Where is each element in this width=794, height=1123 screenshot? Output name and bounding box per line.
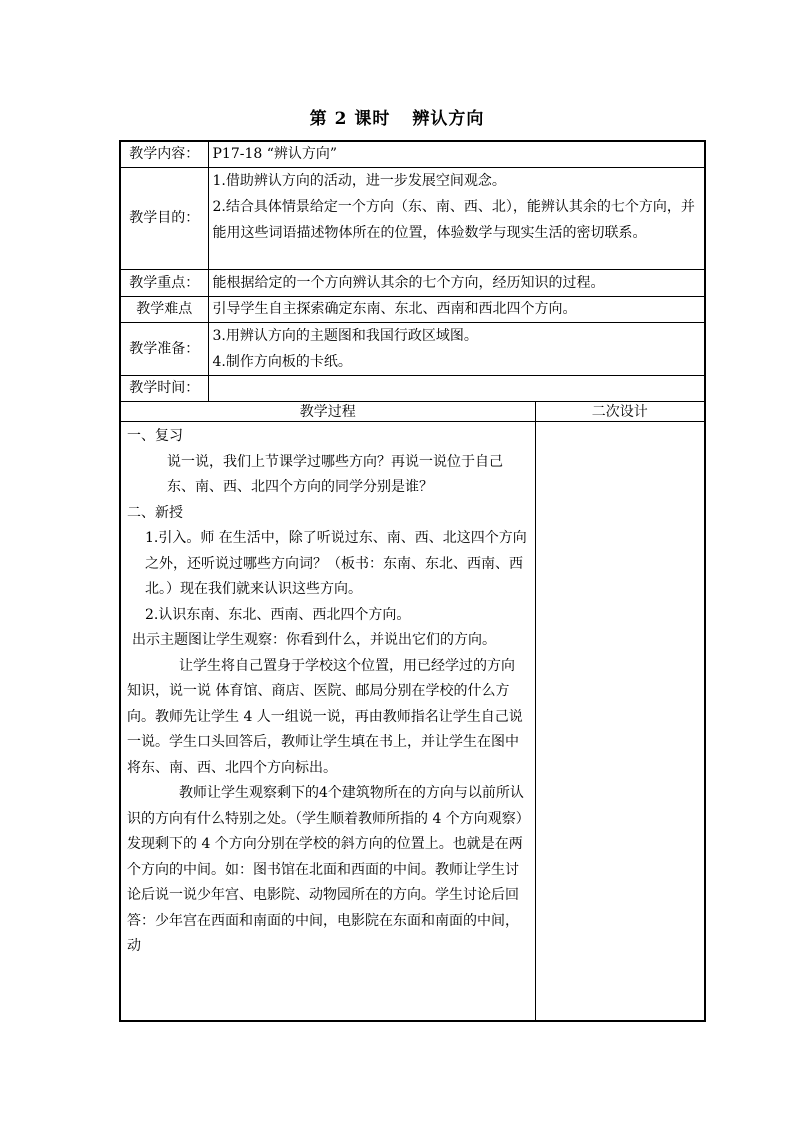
prep-item-2: 4.制作方向板的卡纸。: [212, 354, 352, 370]
row-difficulty: [120, 297, 705, 323]
row-goals: [120, 168, 705, 270]
prep-value: [208, 323, 705, 376]
goal-item-2: 2.结合具体情景给定一个方向（东、南、西、北），能辨认其余的七个方向，并能用这些词语描述物体所在的位置，体验数学与现实生活的密切联系。: [212, 199, 695, 241]
time-label: 教学时间：: [120, 376, 208, 402]
difficulty-label: 教学难点: [120, 297, 208, 323]
show-theme-map: 出示主题图让学生观察：你看到什么，并说出它们的方向。: [132, 632, 496, 648]
row-content: [120, 141, 705, 168]
row-process: [120, 422, 705, 1021]
lesson-number: 第 2 课时: [309, 109, 391, 129]
paragraph-1: 让学生将自己置身于学校这个位置，用已经学过的方向知识，说一说 体育馆、商店、医院、邮局分别在学校的什么方向。教师先让学生 4 人一组说一说，再由教师指名让学生自己说一说。学生口头回答后，教师让学生填在书上，并让学生在图中将东、南、西、北四个方向标出。: [127, 657, 523, 776]
review-heading: 一、复习: [127, 428, 183, 444]
new-heading: 二、新授: [127, 504, 183, 521]
process-content: [120, 422, 535, 1021]
prep-item-1: 3.用辨认方向的主题图和我国行政区域图。: [212, 328, 478, 344]
page-title: [0, 104, 794, 129]
step-1: 1.引入。师 在生活中，除了听说过东、南、西、北这四个方向之外，还听说过哪些方向词？（板书：东南、东北、西南、西北。）现在我们就来认识这些方向。: [145, 530, 527, 597]
prep-label: 教学准备：: [120, 323, 208, 376]
process-header: 教学过程: [120, 402, 535, 422]
difficulty-value: 引导学生自主探索确定东南、东北、西南和西北四个方向。: [208, 297, 705, 323]
key-points-value: 能根据给定的一个方向辨认其余的七个方向，经历知识的过程。: [208, 270, 705, 297]
design-header: 二次设计: [535, 402, 705, 422]
content-label: 教学内容：: [120, 141, 208, 168]
design-content: [535, 422, 705, 1021]
content-value: P17-18 “辨认方向”: [208, 141, 705, 168]
lesson-topic: 辨认方向: [412, 109, 485, 129]
row-prep: [120, 323, 705, 376]
row-key-points: [120, 270, 705, 297]
goals-label: 教学目的：: [120, 168, 208, 270]
row-time: [120, 376, 705, 402]
time-value: [208, 376, 705, 402]
goals-value: [208, 168, 705, 270]
key-points-label: 教学重点：: [120, 270, 208, 297]
step-2: 2.认识东南、东北、西南、西北四个方向。: [145, 606, 411, 623]
row-section-headers: [120, 402, 705, 422]
goal-item-1: 1.借助辨认方向的活动，进一步发展空间观念。: [212, 173, 506, 189]
paragraph-2: 教师让学生观察剩下的4个建筑物所在的方向与以前所认识的方向有什么特别之处。（学生顺着教师所指的 4 个方向观察）发现剩下的 4 个方向分别在学校的斜方向的位置上。也就是在两个方向的中间。如：图书馆在北面和西面的中间。教师让学生讨论后说一说少年宫、电影院、动物园所在的方向。学生讨论后回答：少年宫在西面和南面的中间，电影院在东面和南面的中间，动: [127, 785, 524, 954]
review-text: 说一说，我们上节课学过哪些方向？再说一说位于自己东、南、西、北四个方向的同学分别是谁？: [167, 453, 503, 495]
lesson-plan-table: [119, 140, 706, 1022]
